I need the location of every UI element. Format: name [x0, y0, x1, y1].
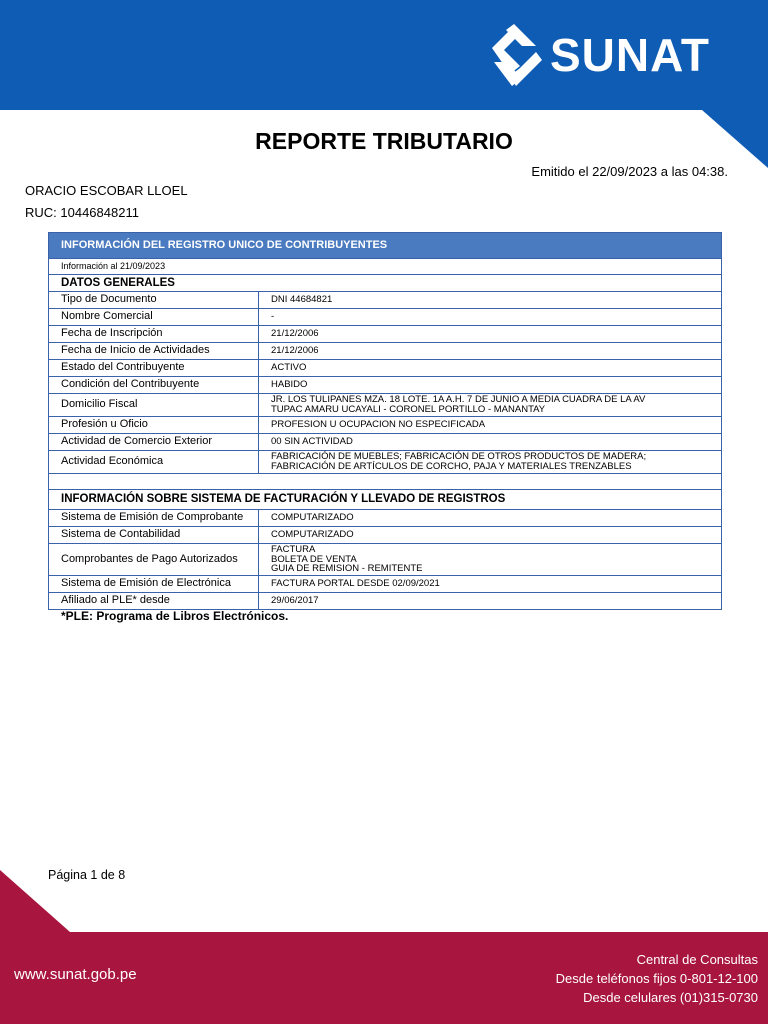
table-row	[49, 510, 722, 527]
ruc-section-header-row	[49, 233, 722, 259]
row-value: HABIDO	[259, 377, 722, 394]
row-label: Condición del Contribuyente	[49, 377, 259, 394]
table-row	[49, 377, 722, 394]
row-value: 21/12/2006	[259, 343, 722, 360]
sunat-emblem-icon	[486, 22, 544, 88]
table-row	[49, 292, 722, 309]
value-line: BOLETA DE VENTA	[271, 553, 357, 565]
value-line: TUPAC AMARU UCAYALI - CORONEL PORTILLO - MANANTAY	[271, 404, 546, 415]
row-label: Fecha de Inicio de Actividades	[49, 343, 259, 360]
row-value: ACTIVO	[259, 360, 722, 377]
logo-text: SUNAT	[550, 29, 711, 81]
ruc-section-header: INFORMACIÓN DEL REGISTRO UNICO DE CONTRIBUYENTES	[49, 233, 722, 259]
table-row	[49, 576, 722, 593]
row-value: 29/06/2017	[259, 593, 722, 610]
row-label: Sistema de Emisión de Electrónica	[49, 576, 259, 593]
value-line: FACTURA	[271, 543, 316, 555]
spacer-cell	[49, 474, 722, 490]
row-label: Profesión u Oficio	[49, 417, 259, 434]
row-label: Nombre Comercial	[49, 309, 259, 326]
row-value: FACTURA PORTAL DESDE 02/09/2021	[259, 576, 722, 593]
row-value	[259, 394, 722, 417]
row-value: DNI 44684821	[259, 292, 722, 309]
general-data-title: DATOS GENERALES	[49, 275, 722, 292]
row-value: -	[259, 309, 722, 326]
sunat-logo[interactable]	[486, 20, 736, 90]
report-title: REPORTE TRIBUTARIO	[255, 128, 513, 154]
row-label: Actividad de Comercio Exterior	[49, 434, 259, 451]
contact-title: Central de Consultas	[636, 952, 758, 967]
row-label: Estado del Contribuyente	[49, 360, 259, 377]
taxpayer-name: ORACIO ESCOBAR LLOEL	[25, 183, 188, 198]
website-link[interactable]: www.sunat.gob.pe	[14, 966, 137, 983]
row-label: Actividad Económica	[49, 451, 259, 474]
general-data-title-row	[49, 275, 722, 292]
table-row	[49, 360, 722, 377]
value-line: GUIA DE REMISION - REMITENTE	[271, 563, 423, 575]
table-row	[49, 451, 722, 474]
row-value: 21/12/2006	[259, 326, 722, 343]
value-line: FABRICACIÓN DE ARTÍCULOS DE CORCHO, PAJA Y MATERIALES TRENZABLES	[271, 461, 632, 472]
row-label: Comprobantes de Pago Autorizados	[49, 544, 259, 576]
row-label: Tipo de Documento	[49, 292, 259, 309]
row-value: COMPUTARIZADO	[259, 510, 722, 527]
row-value: COMPUTARIZADO	[259, 527, 722, 544]
page-number: Página 1 de 8	[48, 868, 126, 882]
table-row	[49, 417, 722, 434]
table-row	[49, 544, 722, 576]
billing-section-title-row	[49, 490, 722, 510]
table-row	[49, 343, 722, 360]
table-row	[49, 527, 722, 544]
value-line: FABRICACIÓN DE MUEBLES; FABRICACIÓN DE OTROS PRODUCTOS DE MADERA;	[271, 451, 647, 463]
row-value: 00 SIN ACTIVIDAD	[259, 434, 722, 451]
table-row	[49, 309, 722, 326]
contact-landline: Desde teléfonos fijos 0-801-12-100	[555, 971, 758, 986]
contact-mobile: Desde celulares (01)315-0730	[583, 990, 758, 1005]
info-date: Información al 21/09/2023	[49, 259, 722, 275]
table-row	[49, 593, 722, 610]
info-date-row	[49, 259, 722, 275]
row-value	[259, 451, 722, 474]
table-row	[49, 434, 722, 451]
table-row	[49, 326, 722, 343]
billing-section-title: INFORMACIÓN SOBRE SISTEMA DE FACTURACIÓN Y LLEVADO DE REGISTROS	[49, 490, 722, 510]
row-label: Afiliado al PLE* desde	[49, 593, 259, 610]
report-table	[48, 232, 722, 610]
row-label: Domicilio Fiscal	[49, 394, 259, 417]
table-row	[49, 394, 722, 417]
spacer-row	[49, 474, 722, 490]
contact-block	[556, 950, 758, 1007]
ple-footnote: *PLE: Programa de Libros Electrónicos.	[61, 609, 289, 623]
value-line: JR. LOS TULIPANES MZA. 18 LOTE. 1A A.H. 7 DE JUNIO A MEDIA CUADRA DE LA AV	[271, 394, 646, 406]
row-value	[259, 544, 722, 576]
row-label: Fecha de Inscripción	[49, 326, 259, 343]
ruc-number: RUC: 10446848211	[25, 205, 139, 220]
row-label: Sistema de Emisión de Comprobante	[49, 510, 259, 527]
row-label: Sistema de Contabilidad	[49, 527, 259, 544]
row-value: PROFESION U OCUPACION NO ESPECIFICADA	[259, 417, 722, 434]
issued-date: Emitido el 22/09/2023 a las 04:38.	[531, 164, 728, 179]
